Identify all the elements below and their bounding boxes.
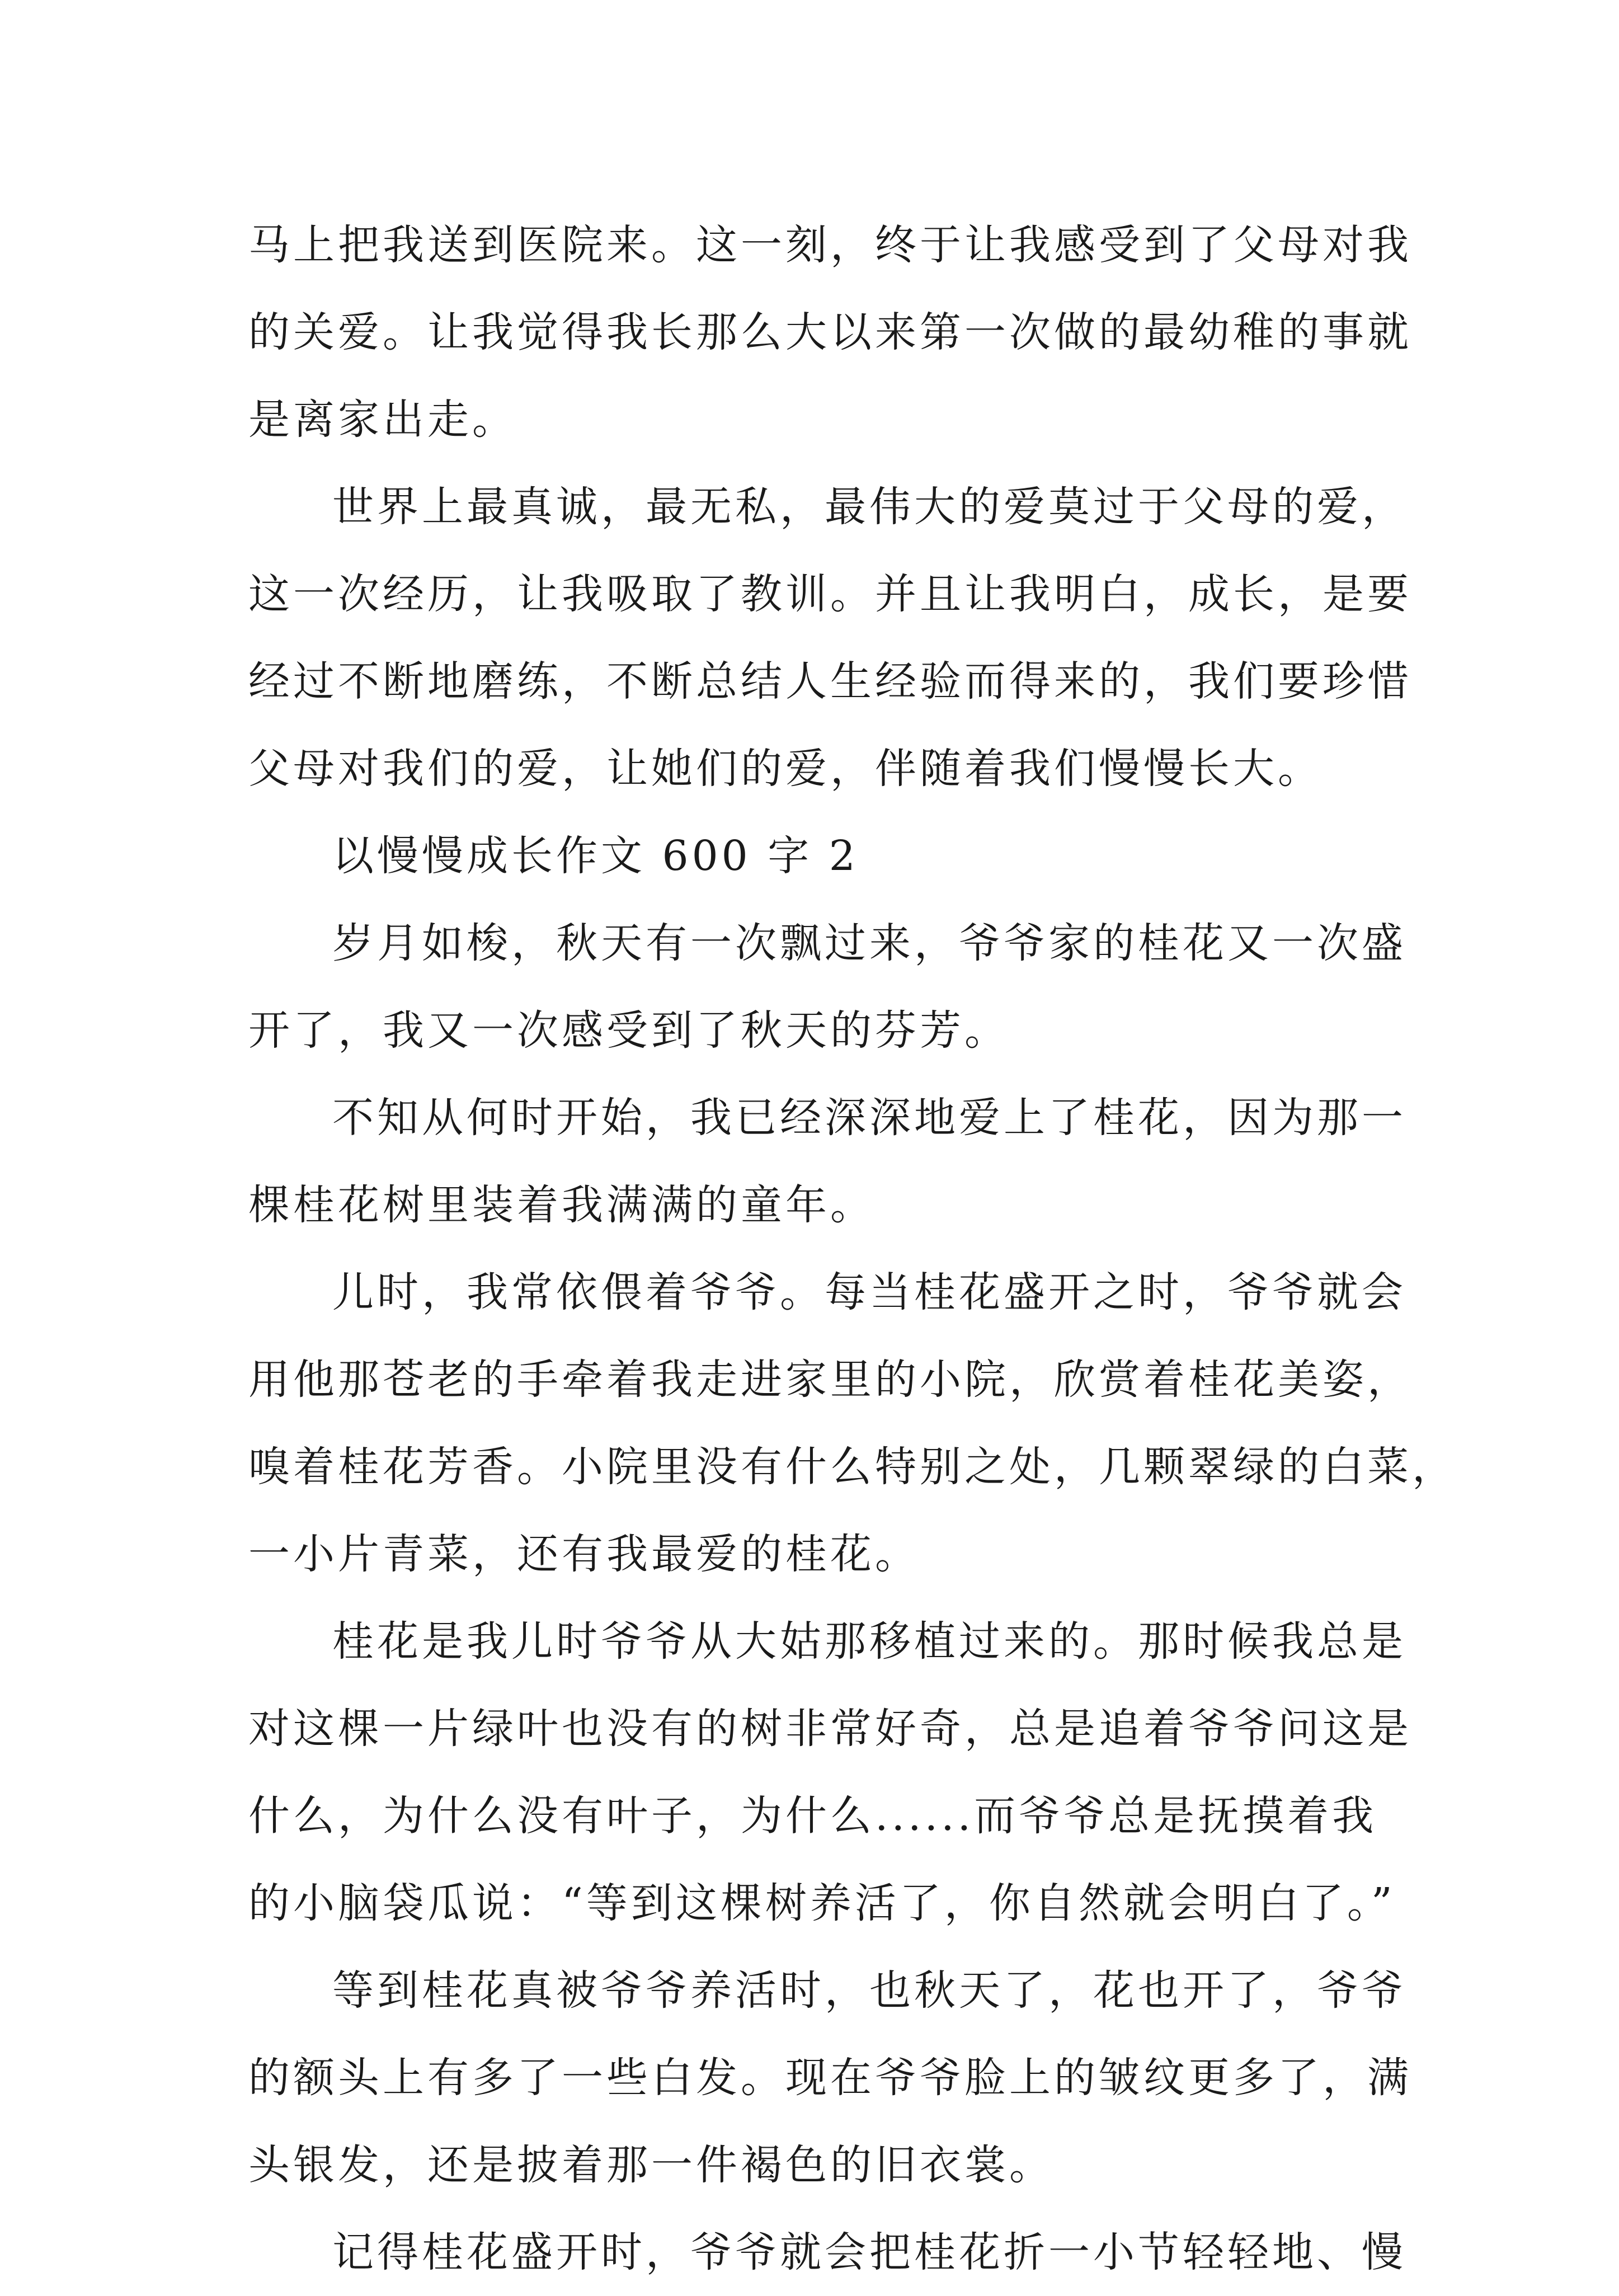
text-line: 桂花是我儿时爷爷从大姑那移植过来的。那时候我总是 — [332, 1617, 1406, 1665]
text-line: 用他那苍老的手牵着我走进家里的小院，欣赏着桂花美姿， — [248, 1356, 1412, 1404]
text-line: 世界上最真诚，最无私，最伟大的爱莫过于父母的爱， — [332, 483, 1406, 531]
text-line: 儿时，我常依偎着爷爷。每当桂花盛开之时，爷爷就会 — [332, 1268, 1406, 1316]
text-line: 岁月如梭，秋天有一次飘过来，爷爷家的桂花又一次盛 — [332, 919, 1406, 967]
essay-body — [248, 201, 1457, 2296]
text-line: 记得桂花盛开时，爷爷就会把桂花折一小节轻轻地、慢 — [332, 2228, 1406, 2276]
text-line: 经过不断地磨练，不断总结人生经验而得来的，我们要珍惜 — [248, 657, 1412, 705]
text-line: 棵桂花树里装着我满满的童年。 — [248, 1181, 875, 1229]
text-line: 等到桂花真被爷爷养活时，也秋天了，花也开了，爷爷 — [332, 1966, 1406, 2015]
text-line: 这一次经历，让我吸取了教训。并且让我明白，成长，是要 — [248, 570, 1412, 618]
text-line: 对这棵一片绿叶也没有的树非常好奇，总是追着爷爷问这是 — [248, 1705, 1412, 1753]
text-line: 的小脑袋瓜说：“等到这棵树养活了，你自然就会明白了。” — [248, 1879, 1396, 1927]
text-line: 不知从何时开始，我已经深深地爱上了桂花，因为那一 — [332, 1094, 1406, 1142]
text-line: 开了，我又一次感受到了秋天的芬芳。 — [248, 1006, 1009, 1055]
text-line: 马上把我送到医院来。这一刻，终于让我感受到了父母对我 — [248, 221, 1412, 269]
text-line: 一小片青菜，还有我最爱的桂花。 — [248, 1530, 920, 1578]
text-line: 的额头上有多了一些白发。现在爷爷脸上的皱纹更多了，满 — [248, 2054, 1412, 2102]
text-line: 头银发，还是披着那一件褐色的旧衣裳。 — [248, 2141, 1054, 2189]
text-line: 父母对我们的爱，让她们的爱，伴随着我们慢慢长大。 — [248, 745, 1323, 793]
section-heading: 以慢慢成长作文 600 字 2 — [332, 832, 859, 880]
text-line: 什么，为什么没有叶子，为什么......而爷爷总是抚摸着我 — [248, 1792, 1377, 1840]
text-line: 的关爱。让我觉得我长那么大以来第一次做的最幼稚的事就 — [248, 308, 1412, 356]
text-line: 是离家出走。 — [248, 396, 517, 444]
text-line: 嗅着桂花芳香。小院里没有什么特别之处，几颗翠绿的白菜， — [248, 1443, 1457, 1491]
